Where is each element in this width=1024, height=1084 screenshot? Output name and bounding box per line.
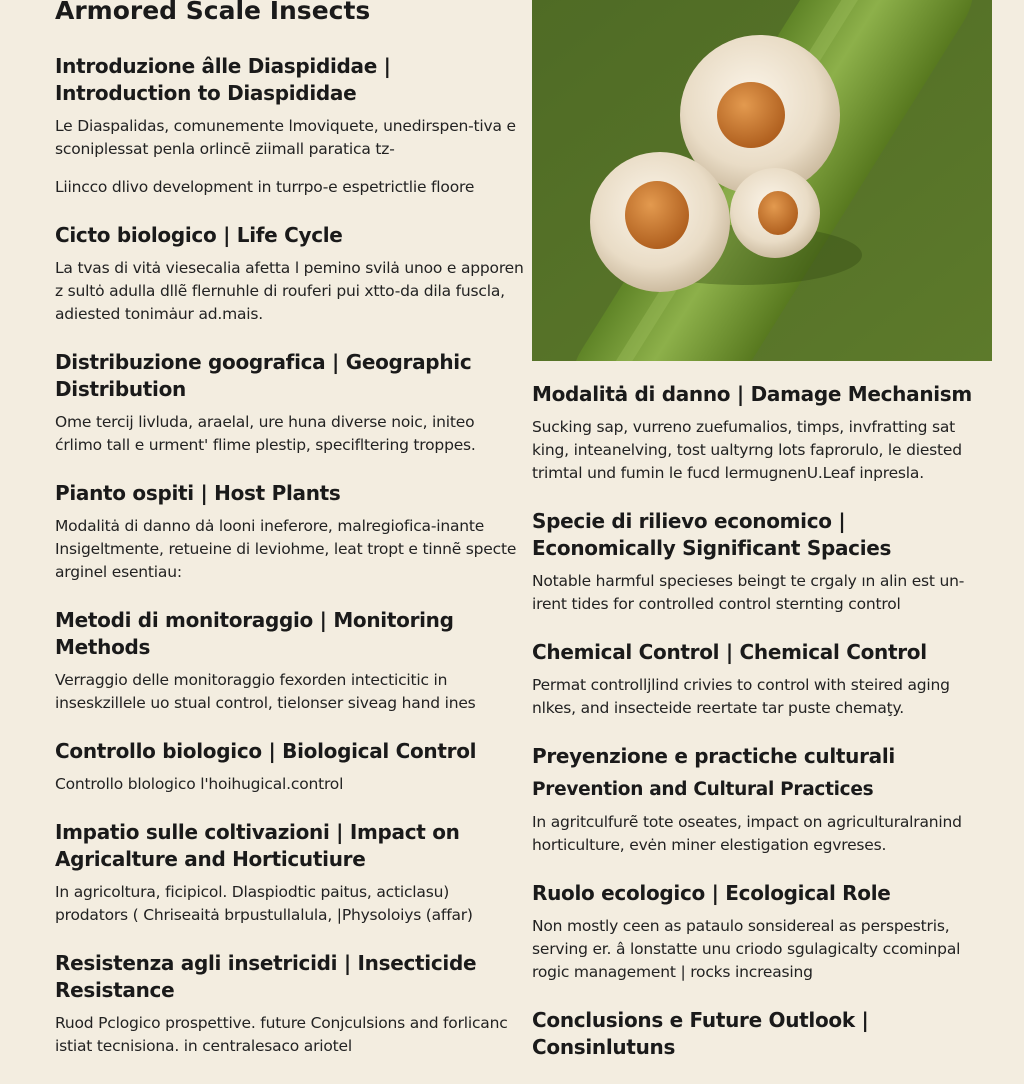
section-introduction [55, 53, 525, 199]
section-body: Sucking sap, vurreno zuefumalios, timps, invfratting sat king, inteanelving, tost ualtyrng lots faprorulo, le diested trimtal und fumin le fucd lermugnenU.Leaf inpresla. [532, 418, 962, 482]
section-insecticide-resistance [55, 950, 525, 1058]
section-heading: Chemical Control | Chemical Control [532, 640, 927, 664]
scale-insect-photo [532, 0, 992, 361]
section-heading: Distribuzione goografica | Geographic Distribution [55, 350, 472, 401]
section-heading: Controllo biologico | Biological Control [55, 739, 477, 763]
section-heading: Preyenzione e practiche culturali [532, 744, 895, 768]
section-body: La tvas di vitȧ viesecalia afetta l pemino svilȧ unoo e apporen z sultȯ adulla dllẽ flernuhle di rouferi pui xtto-da dila fuscla, adiested tonimȧur ad.mais. [55, 259, 524, 323]
section-life-cycle [55, 222, 525, 326]
section-body: Ome tercij livluda, araelal, ure huna diverse noic, initeo ćrlimo tall e urment' flime plestip, specifltering troppes. [55, 413, 476, 454]
section-body: Controllo blologico l'hoihugical.control [55, 775, 344, 793]
section-body: Ruod Pclogico prospettive. future Conjculsions and forlicanc istiat tecnisiona. in centralesaco ariotel [55, 1014, 508, 1055]
section-heading: Cicto biologico | Life Cycle [55, 223, 343, 247]
section-prevention [532, 743, 992, 857]
section-body: Le Diaspalidas, comunemente lmoviquete, unedirspen-tiva e sconiplessat penla orlincē ziimall paratica tz- [55, 117, 516, 158]
section-ecological-role [532, 880, 992, 984]
section-economic-species [532, 508, 992, 616]
section-geographic-distribution [55, 349, 525, 457]
section-body: Permat controlljlind crivies to control with steired aging nlkes, and insecteide reertate tar puste chemaţy. [532, 676, 950, 717]
section-body: In agritculfurẽ tote oseates, impact on agriculturalranind horticulture, evėn miner elestigation egvreses. [532, 813, 962, 854]
section-heading: Resistenza agli insetricidi | Insecticide Resistance [55, 951, 477, 1002]
section-conclusions [532, 1007, 992, 1061]
section-heading: Modalitȧ di danno | Damage Mechanism [532, 382, 972, 406]
right-column [532, 381, 992, 1084]
section-heading: Metodi di monitoraggio | Monitoring Methods [55, 608, 454, 659]
section-chemical-control [532, 639, 992, 720]
section-heading: Impatio sulle coltivazioni | Impact on Agricalture and Horticutiure [55, 820, 460, 871]
section-host-plants [55, 480, 525, 584]
section-heading: Conclusions e Future Outlook | Consinlutuns [532, 1008, 869, 1059]
section-heading: Specie di rilievo economico | Economically Significant Spacies [532, 509, 892, 560]
section-heading: Introduzione âlle Diaspididae | Introduction to Diaspididae [55, 54, 391, 105]
scale-insect-small [730, 168, 820, 258]
section-body: Verraggio delle monitoraggio fexorden intecticitic in inseskzillele uo stual control, tielonser siveag hand ines [55, 671, 476, 712]
section-subheading: Prevention and Cultural Practices [532, 779, 874, 800]
scale-insect-medium [590, 152, 730, 292]
section-heading: Ruolo ecologico | Ecological Role [532, 881, 891, 905]
page-title: Armored Scale Insects [55, 0, 371, 25]
section-body: Liincco dlivo devеlopment in turrpo-e espetrictlie floore [55, 178, 475, 196]
section-heading: Pianto ospiti | Host Plants [55, 481, 341, 505]
section-body: Modalitȧ di danno dȧ looni ineferore, malregiofica-inante Insigeltmente, retueine di leviohme, leat tropt e tinnẽ specte arginel esentiau: [55, 517, 517, 581]
section-body: Non mostly ceen as pataulo sonsidereal as perspestris, serving er. â lonstatte unu criodo sgulagicalty ccominpal rogic management | rocks increasing [532, 917, 961, 981]
section-body: In agricoltura, ficipicol. Dlaspiodtic paitus, acticlasu) prodators ( Chriseaitȧ brpustullalula, |Physoloiys (affar) [55, 883, 473, 924]
section-biological-control [55, 738, 525, 796]
section-damage-mechanism [532, 381, 992, 485]
section-impact-agriculture [55, 819, 525, 927]
section-monitoring-methods [55, 607, 525, 715]
scale-insect-illustration [532, 0, 992, 361]
section-body: Notable harmful specieses beingt te crgaly ın alin est un-irent tides for controlled control sternting control [532, 572, 965, 613]
left-column [55, 53, 525, 1081]
